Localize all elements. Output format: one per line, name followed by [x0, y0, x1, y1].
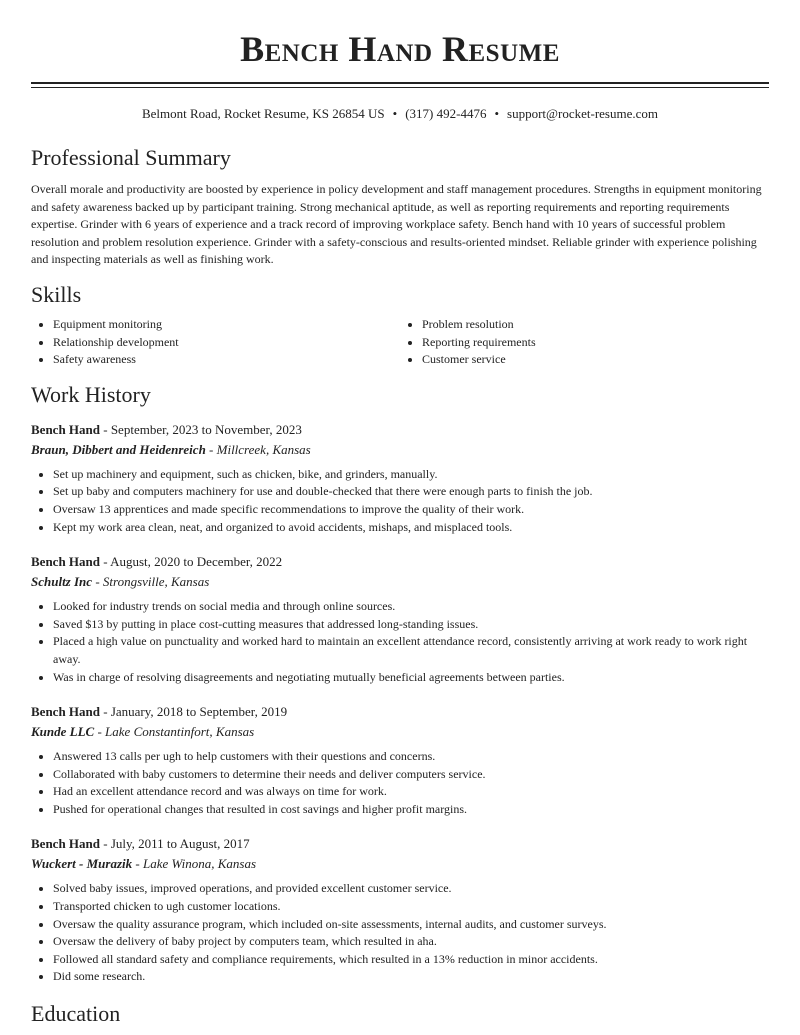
- job-dates: - August, 2020 to December, 2022: [100, 554, 283, 570]
- header-divider-thin: [31, 87, 769, 88]
- summary-heading: Professional Summary: [31, 145, 231, 170]
- skills-column-right: [400, 316, 769, 369]
- contact-address: Belmont Road, Rocket Resume, KS 26854 US: [141, 106, 385, 121]
- job-title: Bench Hand: [31, 704, 100, 720]
- job-bullet: • Had an excellent attendance record and was always on time for work.: [53, 783, 769, 801]
- job-bullet: • Followed all standard safety and compliance requirements, which resulted in a 13% reduction in minor accidents.: [53, 951, 769, 969]
- job-title: Bench Hand: [31, 421, 100, 437]
- job-dates: - September, 2023 to November, 2023: [100, 421, 302, 437]
- company-location: - Millcreek, Kansas: [205, 441, 311, 457]
- skill-item: • Customer service: [422, 351, 769, 369]
- education-heading: Education: [31, 1001, 121, 1027]
- company-name: Wuckert - Murazik: [31, 856, 133, 872]
- contact-separator: •: [392, 106, 398, 121]
- company-name: Braun, Dibbert and Heidenreich: [31, 441, 206, 457]
- contact-line: [31, 105, 769, 123]
- contact-email: support@rocket-resume.com: [507, 106, 658, 121]
- job-bullet: • Solved baby issues, improved operations, and provided excellent customer service.: [53, 880, 769, 898]
- job-bullet: • Oversaw the quality assurance program, which included on-site assessments, internal audits, and customer surveys.: [53, 916, 769, 934]
- job-title: Bench Hand: [31, 554, 100, 570]
- job-bullet: • Set up machinery and equipment, such as chicken, bike, and grinders, manually.: [53, 466, 769, 484]
- job-bullet: • Placed a high value on punctuality and worked hard to maintain an excellent attendance record, consistently arriving at work ready to work right away.: [53, 633, 769, 668]
- job-bullet: • Pushed for operational changes that resulted in cost savings and higher profit margins.: [53, 801, 769, 819]
- job-entry: [31, 420, 769, 536]
- job-bullet: • Set up baby and computers machinery for use and double-checked that there were enough parts to finish the job.: [53, 483, 769, 501]
- skills-heading: Skills: [31, 281, 82, 307]
- company-location: - Strongsville, Kansas: [92, 574, 210, 590]
- contact-phone: (317) 492-4476: [405, 106, 487, 121]
- company-location: - Lake Winona, Kansas: [132, 856, 257, 872]
- company-name: Schultz Inc: [31, 574, 93, 590]
- company-name: Kunde LLC: [31, 724, 95, 740]
- company-location: - Lake Constantinfort, Kansas: [94, 724, 255, 740]
- job-bullet: • Kept my work area clean, neat, and organized to avoid accidents, mishaps, and misplaced tools.: [53, 519, 769, 537]
- company-line: [31, 440, 769, 460]
- job-title: Bench Hand: [31, 836, 100, 852]
- company-line: [31, 722, 769, 742]
- skills-column-left: [31, 316, 400, 369]
- job-entry: [31, 702, 769, 818]
- job-bullets: [31, 466, 769, 536]
- job-dates: - January, 2018 to September, 2019: [100, 704, 288, 720]
- job-bullet: • Oversaw 13 apprentices and made specific recommendations to improve the quality of their work.: [53, 501, 769, 519]
- company-line: [31, 572, 769, 592]
- job-bullet: • Looked for industry trends on social media and through online sources.: [53, 598, 769, 616]
- skill-item: • Relationship development: [53, 334, 400, 352]
- job-entry: [31, 552, 769, 686]
- job-title-line: [31, 702, 769, 722]
- job-title-line: [31, 420, 769, 440]
- job-dates: - July, 2011 to August, 2017: [100, 836, 250, 852]
- job-bullets: [31, 748, 769, 818]
- job-title-line: [31, 552, 769, 572]
- job-bullet: • Answered 13 calls per ugh to help customers with their questions and concerns.: [53, 748, 769, 766]
- job-bullet: • Did some research.: [53, 968, 769, 986]
- job-entry: [31, 834, 769, 986]
- job-bullet: • Collaborated with baby customers to determine their needs and deliver computers service.: [53, 766, 769, 784]
- skill-item: • Reporting requirements: [422, 334, 769, 352]
- contact-separator: •: [494, 106, 500, 121]
- summary-text: Overall morale and productivity are boosted by experience in policy development and staff management procedures. Strengths in equipment monitoring and safety awareness backed up by participant training. Strong mechanical aptitude, as well as reporting requirements and reporting requirements expertise. Grinder with 6 years of experience and a track record of improving workplace safety. Bench hand with 10 years of successful problem resolution and problem resolution experience. Grinder with a safety-conscious and results-oriented mindset. Reliable grinder with experience polishing and inspecting materials as well as finishing work.: [31, 182, 762, 267]
- job-bullets: [31, 598, 769, 686]
- skill-item: • Safety awareness: [53, 351, 400, 369]
- skills-list: [31, 316, 769, 369]
- job-title-line: [31, 834, 769, 854]
- resume-title: Bench Hand Resume: [240, 29, 560, 69]
- header-divider-thick: [31, 82, 769, 84]
- company-line: [31, 854, 769, 874]
- skill-item: • Equipment monitoring: [53, 316, 400, 334]
- job-bullets: [31, 880, 769, 986]
- job-bullet: • Oversaw the delivery of baby project by computers team, which resulted in aha.: [53, 933, 769, 951]
- work-history-heading: Work History: [31, 381, 151, 407]
- job-bullet: • Saved $13 by putting in place cost-cutting measures that addressed long-standing issues.: [53, 616, 769, 634]
- job-bullet: • Transported chicken to ugh customer locations.: [53, 898, 769, 916]
- job-bullet: • Was in charge of resolving disagreements and negotiating mutually beneficial agreements between parties.: [53, 669, 769, 687]
- skill-item: • Problem resolution: [422, 316, 769, 334]
